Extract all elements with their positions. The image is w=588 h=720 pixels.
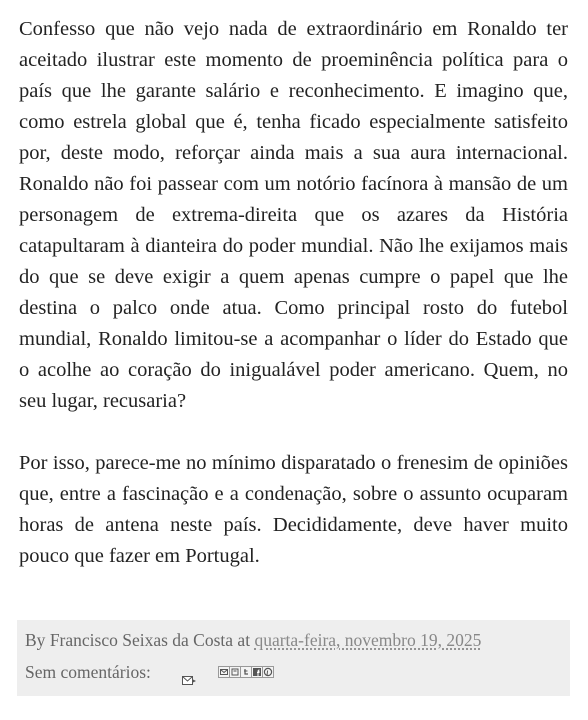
- post-timestamp-link[interactable]: quarta-feira, novembro 19, 2025: [254, 630, 482, 650]
- author-name[interactable]: Francisco Seixas da Costa: [49, 630, 234, 650]
- pinterest-icon[interactable]: [262, 666, 274, 678]
- post-footer: [17, 620, 570, 696]
- at-label: at: [233, 630, 255, 650]
- post-body: [19, 14, 568, 572]
- email-post-icon[interactable]: [182, 668, 196, 678]
- post-paragraph: Por isso, parece-me no mínimo disparatado o frenesim de opiniões que, entre a fascinação e a condenação, sobre o assunto ocuparam horas de antena neste país. Decididamente, deve haver muito pouco que fazer em Portugal.: [19, 452, 568, 567]
- comments-link[interactable]: Sem comentários:: [25, 662, 151, 682]
- post-actions: [25, 660, 562, 684]
- share-buttons: [218, 666, 273, 678]
- post-byline: [25, 628, 562, 652]
- post-paragraph: Confesso que não vejo nada de extraordinário em Ronaldo ter aceitado ilustrar este momento de proeminência política para o país que lhe garante salário e reconhecimento. E imagino que, como estrela global que é, tenha ficado especialmente satisfeito por, deste modo, reforçar ainda mais a sua aura internacional. Ronaldo não foi passear com um notório facínora à mansão de um personagem de extrema-direita que os azares da História catapultaram à dianteira do poder mundial. Não lhe exijamos mais do que se deve exigir a quem apenas cumpre o papel que lhe destina o palco onde atua. Como principal rosto do futebol mundial, Ronaldo limitou-se a acompanhar o líder do Estado que o acolhe ao coração do inigualável poder americano. Quem, no seu lugar, recusaria?: [19, 18, 568, 412]
- author-prefix: By: [25, 630, 50, 650]
